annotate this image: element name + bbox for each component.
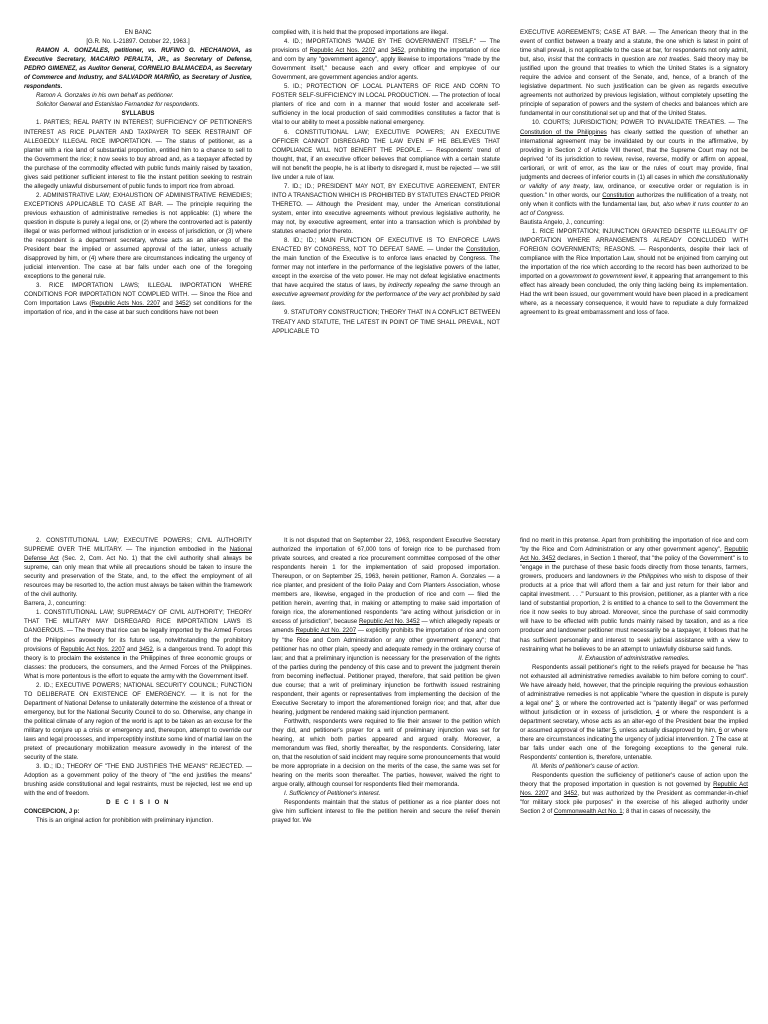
syllabus-item-4 — [272, 37, 500, 82]
statute-link[interactable]: 3452 — [139, 645, 153, 653]
text-run: . Said theory may be justified upon the ground that treaties to which the United States is a signatory require the advice and consent of the Senate, and, hence, of a branch of the legislative department. No such justification can be given as regards executive agreements not authorized by previous legislation, without completely upsetting the principle of separation of powers and the system of checks and balances which are fundamental in our constitutional set up and that of the United States. — [520, 56, 748, 118]
case-number: [G.R. No. L-21897. October 22, 1963.] — [86, 38, 190, 46]
constitution-link[interactable]: Constitution — [602, 191, 635, 199]
text-run: and — [548, 790, 564, 798]
statute-link[interactable]: Republic Act Nos. 2207 — [520, 781, 748, 798]
decision-paragraph-5 — [520, 663, 748, 763]
statute-link[interactable]: 3452 — [175, 300, 189, 308]
text-run: , law, ordinance, or executive order or regulation is in question." In other words, our — [520, 182, 748, 199]
text-run: EXECUTIVE AGREEMENTS; CASE AT BAR. — The American theory that in the event of conflict between a treaty and a statute, the one which is latest in point of time shall prevail, is not applicable to the case at bar, for respondents not only admit, but, also, — [520, 29, 748, 64]
text-run: 3. RICE IMPORTATION LAWS; ILLEGAL IMPORTATION WHERE CONDITIONS FOR IMPORTATION NOT COMPLIED WITH. — Since the Rice and Corn Importation Laws ( — [24, 282, 252, 308]
court-division: EN BANC — [124, 29, 152, 36]
syllabus-item-10 — [520, 118, 748, 218]
decision-intro: This is an original action for prohibition with preliminary injunction. — [36, 817, 214, 825]
syllabus-item-5: 5. ID.; PROTECTION OF LOCAL PLANTERS OF RICE AND CORN TO FOSTER SELF-SUFFICIENCY IN LOCAL PRODUCTION. — The protection of local planters of rice and corn in a manner that would foster and accelerate self-sufficiency in the local production of said commodities constitutes a factor that is vital to our ability to meet a possible national emergency. — [272, 83, 500, 127]
text-run: — explicitly prohibits the importation of rice and corn by "the Rice and Corn Administration or any other government agency"; that petitioner has no other plain, speedy and adequate remedy in the ordinary course of law; and that a preliminary injunction is necessary for the preservation of the rights of the parties during the pendency of this case and to prevent the judgment therein from becoming ineffectual. Petitioner prayed, therefore, that said petition be given due course; that a writ of preliminary injunction be forthwith issued restraining respondent, their agents or representatives from implementing the decision of the Executive Secretary to import the aforementioned foreign rice; and that, after due hearing, judgment be rendered making said injunction permanent. — [272, 627, 500, 716]
petitioner-counsel: Ramon A. Gonzales in his own behalf as petitioner. — [36, 92, 174, 100]
text-run: and — [375, 47, 391, 55]
statute-link[interactable]: Republic Act No. 2207 — [295, 627, 357, 635]
text-run: , unless actually disapproved by him, — [615, 726, 719, 734]
decision-paragraph-6 — [520, 771, 748, 816]
top-column-1 — [24, 28, 252, 480]
text-run: 10. COURTS; JURISDICTION; POWER TO INVALIDATE TREATIES. — The — [532, 119, 748, 127]
text-run: ; 8 that in cases of necessity, the — [622, 808, 711, 816]
text-run: 2. CONSTITUTIONAL LAW; EXECUTIVE POWERS; CIVIL AUTHORITY SUPREME OVER THE MILITARY. — The injunction embodied in the — [24, 537, 252, 554]
barrera-item-1 — [24, 608, 252, 680]
text-run: by statutes enacted prior thereto. — [272, 218, 500, 236]
concurring-item-1 — [520, 227, 748, 317]
text-run: has clearly settled the question of whether an international agreement may be invalidated by our courts in the affirmative, by providing in Section 2 of Article VIII thereof, that the Supreme Court may not be deprived "of its jurisdiction to review, revise, reverse, modify or affirm on appeal, certiorari, or writ of error, as the law or the rules of court may provide, final judgments and decrees of inferior courts in (1) all cases in which — [520, 128, 748, 181]
text-run: 8. ID.; ID.; MAIN FUNCTION OF EXECUTIVE IS TO ENFORCE LAWS ENACTED BY CONGRESS, NOT TO DEFEAT SAME. — Under the — [272, 237, 500, 254]
text-run: 7. ID.; ID.; PRESIDENT MAY NOT, BY EXECUTIVE AGREEMENT, ENTER INTO A TRANSACTION WHICH IS PROHIBITED BY STATUTES ENACTED PRIOR THERETO. — Although the President may, under the American constitutional system, enter into executive agreements without previous legislative authority, he may not, by executive agreement, enter into a transaction which is — [272, 182, 500, 226]
bottom-column-1 — [24, 536, 252, 1006]
text-run: 1. CONSTITUTIONAL LAW; SUPREMACY OF CIVIL AUTHORITY; THEORY THAT THE MILITARY MAY DISREGARD RICE IMPORTATION LAWS IS DANGEROUS. — The theory that rice can be legally imported by the Armed Forces of the Philippines avowedly for its future use, notwithstanding the prohibitory provisions of — [24, 609, 252, 653]
concurring-item-2 — [24, 536, 252, 599]
text-run: , prohibiting the importation of rice and corn by any "government agency", apply likewise to importations "made by the Government itself," because each and every officer and employee of our Government, are government agencies and/or agents. — [272, 47, 500, 82]
decision-paragraph-3: Respondents maintain that the status of petitioner as a rice planter does not give him sufficient interest to file the petition herein and secure the relief therein prayed for. We — [272, 799, 500, 825]
text-run: 4. ID.; IMPORTATIONS "MADE BY THE GOVERNMENT ITSELF." — The provisions of — [272, 38, 500, 55]
text-run: and — [124, 645, 140, 653]
text-run: declares, in Section 1 thereof, that "the policy of the Government" is to "engage in the purchase of these basic foods directly from those tenants, farmers, growers, producers and landowners — [520, 555, 748, 581]
barrera-item-3: 3. ID.; ID.; THEORY OF "THE END JUSTIFIES THE MEANS" REJECTED. — Adoption as a government policy of the theory of "the end justifies the means" brushing aside constitutional and legal restraints, must be rejected, lest we end up with the end of freedom. — [24, 763, 252, 798]
concurring-justice: Bautista Angelo, J., concurring: — [520, 218, 605, 226]
text-run: Respondents assail petitioner's right to the reliefs prayed for because he "has not exhausted all administrative remedies available to him before coming to court". We have already held, however, that the principle requiring the previous exhaustion of administrative remedies is not applicable "where the question in dispute is purely a legal one" — [520, 663, 748, 707]
text-run: through an — [467, 282, 500, 290]
bottom-section — [24, 536, 748, 1006]
respondents-counsel: Solicitor General and Estanislao Fernandez for respondents. — [36, 101, 200, 109]
syllabus-continuation: complied with, it is held that the proposed importations are illegal. — [272, 29, 449, 36]
bottom-column-3 — [520, 536, 748, 1006]
text-run: — which allegedly repeals or amends — [272, 618, 500, 635]
statute-link[interactable]: Republic Act No. 3452 — [359, 618, 420, 626]
text-run: authorizes the nullification of a treaty, not only when it conflicts with the fundamental law, — [520, 191, 748, 208]
top-column-3 — [520, 28, 748, 480]
text-run: Respondents question the sufficiency of petitioner's cause of action upon the theory that the proposed importation in question is not governed by — [520, 772, 748, 789]
syllabus-item-1: 1. PARTIES; REAL PARTY IN INTEREST; SUFFICIENCY OF PETITIONER'S INTEREST AS RICE PLANTER AND TAXPAYER TO SEEK RESTRAINT OF ALLEGEDLY ILLEGAL RICE IMPORTATION. — The status of petitioner, as a planter with a rice land of substantial proportion, entitled him to a chance to sell to the Government the rice; it now seeks to buy abroad and, as a taxpayer affected by the purchase of the commodity effected with public funds mainly raised by taxation, gives said petitioner sufficient interest to file the instant petition seeking to restrain the allegedly unlawful disbursement of public funds to import rice from abroad. — [24, 119, 252, 190]
constitution-link[interactable]: Constitution — [466, 246, 499, 254]
decision-paragraph-2: Forthwith, respondents were required to file their answer to the petition which they did, and petitioner's prayer for a writ of preliminary injunction was set for hearing, at which both parties appeared and argued orally. Moreover, a memorandum was filed, shortly thereafter, by the respondents. Considering, later on, that the resolution of said incident may require some pronouncements that would be more appropriate in a decision on the merits of the case, the same was set for hearing on the merits soon thereafter. The parties, however, waived the right to argue orally, although counsel for respondents filed their memoranda. — [272, 717, 500, 789]
text-run: and — [160, 300, 176, 308]
text-run: that the contracts in question are — [561, 56, 659, 64]
syllabus-item-9: 9. STATUTORY CONSTRUCTION; THEORY THAT IN A CONFLICT BETWEEN TREATY AND STATUTE, THE LATEST IN POINT OF TIME SHALL PREVAIL, NOT APPLICABLE TO — [272, 309, 500, 335]
decision-paragraph-4 — [520, 536, 748, 654]
emphasis-text: not treaties — [658, 56, 690, 64]
section-heading: II. Exhaustion of administrative remedies. — [578, 654, 690, 662]
statute-link[interactable]: Republic Act Nos. 2207 — [60, 645, 125, 653]
text-run: It is not disputed that on September 22, 1963, respondent Executive Secretary authorized the importation of 67,000 tons of foreign rice to be purchased from private sources, and created a rice procurement committee composed of the other respondents herein 1 for the implementation of said proposed importation. Thereupon, or on September 25, 1963, herein petitioner, Ramon A. Gonzales — a rice planter, and president of the Iloilo Palay and Corn Planters Association, whose members are, likewise, engaged in the production of rice and corn — filed the petition herein, averring that, in making or attempting to make said importation of foreign rice, the aforementioned respondents "are acting without jurisdiction or in excess of jurisdiction", because — [272, 537, 500, 626]
footnote-link[interactable]: 4 — [655, 708, 660, 716]
text-run: 1. RICE IMPORTATION; INJUNCTION GRANTED DESPITE ILLEGALITY OF IMPORTATION WHERE ARRANGEMENTS ALREADY CONCLUDED WITH FOREIGN GOVERNMENTS; REASONS. — Respondents, despite their lack of compliance with the Rice Importation Law, should not be enjoined from carrying out the importation of the rice which according to the record has been authorized to be imported on — [520, 228, 748, 281]
statute-link[interactable]: Republic Acts Nos. 2207 — [91, 300, 161, 308]
syllabus-item-7 — [272, 182, 500, 236]
syllabus-continuation — [520, 28, 748, 118]
concurring-justice: Barrera, J., concurring: — [24, 600, 86, 608]
statute-link[interactable]: 3452 — [563, 790, 578, 798]
text-run: , the main function of the Executive is to enforce laws enacted by Congress. The former may not interfere in the performance of the legislative powers of the latter, except in the exercise of the veto power. He may not defeat legislative enactments that have acquired the status of laws, by — [272, 246, 500, 290]
constitution-link[interactable]: Constitution of the Philippines — [520, 128, 607, 136]
emphasis-text: insist — [547, 56, 562, 64]
emphasis-text: indirectly repealing the same — [388, 282, 468, 290]
text-run: who wish to dispose of their products at a price that will afford them a fair and just return for their labor and capital investment. . . ." Pursuant to this provision, petitioner, as a planter with a rice land of substantial proportion, 2 is entitled to a chance to sell to the Government the rice it now seeks to buy abroad. Moreover, since the purchase of said commodity will have to be effected with public funds mainly raised by taxation, and as a rice producer and landowner petitioner must necessarily be a taxpayer, it follows that he has sufficient personality and interest to seek judicial assistance with a view to restraining what he believes to be an attempt to unlawfully disburse said funds. — [520, 573, 748, 653]
barrera-item-2: 2. ID.; EXECUTIVE POWERS; NATIONAL SECURITY COUNCIL; FUNCTION TO DELIBERATE ON EXISTENCE OF EMERGENCY. — It is not for the Department of National Defense to unilaterally determine the existence of a threat or emergency, but for the National Security Council to do so. Otherwise, any change in the political climate of any region of the world is apt to be taken as an excuse for the military to conjure up a crisis or emergency and, thereupon, attempt to override our laws and legal processes, and imperceptibly institute some kind of martial law on the pretext of precautionary mobilization measure avowedly in the interest of the security of the state. — [24, 681, 252, 762]
syllabus-item-3 — [24, 281, 252, 317]
emphasis-text: in the Philippines — [620, 573, 669, 581]
syllabus-item-2: 2. ADMINISTRATIVE LAW; EXHAUSTION OF ADMINISTRATIVE REMEDIES; EXCEPTIONS APPLICABLE TO CASE AT BAR. — The principle requiring the previous exhaustion of administrative remedies is not applicable: (1) where the question in dispute is purely a legal one, or (2) where the controverted act is patently illegal or was performed without jurisdiction or in excess of jurisdiction, or (3) where the respondent is a department secretary, whose acts as an alter-ego of the President bear the implied or assumed approval of the latter, unless actually disapproved by him, or (4) where there are circumstances indicating the urgency of judicial intervention. The case at bar falls under each one of the foregoing exceptions to the general rule. — [24, 191, 252, 281]
syllabus-item-6: 6. CONSTITUTIONAL LAW; EXECUTIVE POWERS; AN EXECUTIVE OFFICER CANNOT DISREGARD THE LAW EVEN IF HE BELIEVES THAT COMPLIANCE WILL NOT BENEFIT THE PEOPLE. — Respondents' trend of thought, that, if an executive officer believes that compliance with a certain statute will not benefit the people, he is at liberty to disregard it, must be rejected — we still live under a rule of law. — [272, 128, 500, 181]
emphasis-text: a government to government level — [554, 273, 647, 281]
statute-link[interactable]: Republic Act No. 3452 — [520, 546, 748, 563]
emphasis-text: but, also when it runs counter to an act of Congress. — [520, 200, 748, 217]
ponente: CONCEPCION, J p: — [24, 808, 80, 816]
bottom-column-2 — [272, 536, 500, 1006]
footnote-link[interactable]: 7 — [710, 736, 715, 744]
text-run: or where there are circumstances indicating the urgency of judicial intervention. — [520, 726, 748, 744]
text-run: , is a dangerous trend. To adopt this theory is to proclaim the existence in the Philippines of three economic groups or classes: the producers, the consumers, and the Armed Forces of the Philippines. What is more portentous is the effort to equate the army with the Government itself. — [24, 645, 252, 680]
text-run: (Sec. 2, Com. Act No. 1) that the civil authority shall always be supreme, can only mean that while all precautions should be taken to insure the security and preservation of the State, and, to the effect the employment of all resources may be resorted to, the action must always be taken within the framework of the civil authority. — [24, 555, 252, 599]
statute-link[interactable]: Commonwealth Act No. 1 — [553, 808, 623, 816]
syllabus-item-8 — [272, 236, 500, 308]
section-heading: III. Merits of petitioner's cause of action. — [532, 763, 640, 771]
text-run: find no merit in this pretense. Apart from prohibiting the importation of rice and corn "by the Rice and Corn Administration or any other government agency", — [520, 537, 748, 554]
top-column-2 — [272, 28, 500, 480]
text-run: , or where the controverted act is "patently illegal" or was performed without jurisdiction or in excess of jurisdiction, — [520, 699, 748, 716]
emphasis-text: prohibited — [464, 218, 491, 226]
statute-link[interactable]: 3452 — [390, 47, 405, 55]
section-heading: I. Sufficiency of Petitioner's interest. — [284, 790, 381, 798]
footnote-link[interactable]: 6 — [718, 726, 723, 734]
statute-link[interactable]: National Defense Act — [24, 546, 252, 563]
emphasis-text: executive agreement providing for the performance of the very act prohibited by said laws. — [272, 291, 500, 308]
footnote-link[interactable]: 5 — [612, 726, 616, 734]
emphasis-text: the constitutionality or validity of any treaty — [520, 173, 748, 190]
text-run: , but was authorized by the President as commander-in-chief "for military stock pile purposes" in the exercise of his alleged authority under Section 2 of — [520, 790, 748, 816]
text-run: or where the respondent is a department secretary, whose acts as an alter-ego of the President bear the implied or assumed approval of the latter — [520, 708, 748, 734]
text-run: The case at bar falls under each one of the foregoing exceptions to the general rule. Respondents' contention is, therefore, untenable. — [520, 736, 748, 762]
syllabus-heading: SYLLABUS — [121, 110, 155, 118]
top-section — [24, 28, 748, 480]
case-parties: RAMON A. GONZALES, petitioner, vs. RUFINO G. HECHANOVA, as Executive Secretary, MACARIO PERALTA, JR., as Secretary of Defense, PEDRO GIMENEZ, as Auditor General, CORNELIO BALMACEDA, as Secretary of Commerce and Industry, and SALVADOR MARIÑO, as Secretary of Justice, respondents. — [24, 47, 252, 91]
text-run: , it appearing that arrangement to this effect has already been concluded, the only thing lacking being its implementation. Had the writ been issued, our government would have been placed in a predicament where, as a necessary consequence, it would have to repudiate a duly formalized agreement to its great embarrassment and loss of face. — [520, 273, 748, 317]
footnote-link[interactable]: 3 — [555, 699, 559, 707]
decision-heading: D E C I S I O N — [106, 799, 170, 807]
decision-paragraph-1 — [272, 536, 500, 717]
text-run: ) set conditions for the importation of rice, and in the case at bar such conditions have not been — [24, 300, 252, 317]
statute-link[interactable]: Republic Act Nos. 2207 — [309, 47, 376, 55]
